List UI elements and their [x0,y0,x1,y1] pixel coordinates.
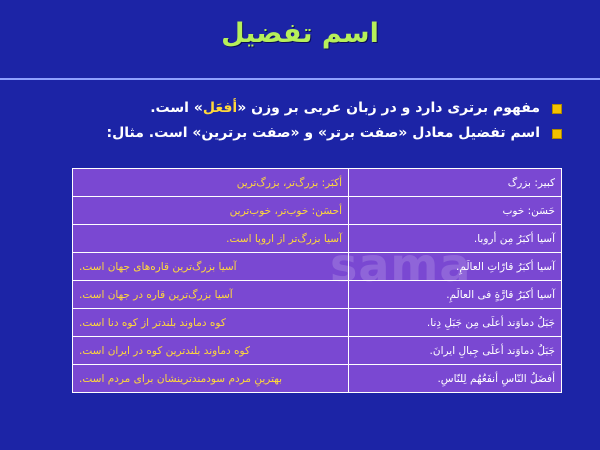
table-row [73,225,562,253]
arabic-cell: کبیر: بزرگ [349,169,562,197]
table-row [73,169,562,197]
watermark-logo: sama [330,238,472,292]
bullet-item [32,96,562,121]
arabic-cell: حَسَن: خوب [349,197,562,225]
persian-cell: بهترینِ مردم سودمندترینشان برای مردم است. [73,365,349,393]
arabic-cell: آسیا أکبَرُ قارَّةٍ فی العالَمِ. [349,281,562,309]
arabic-cell: جَبَلُ دماوَند أعلَی مِن جَبَلِ دِنا. [349,309,562,337]
bullet-square-icon [552,104,562,114]
persian-cell: آسیا بزرگ‌تر از اروپا است. [73,225,349,253]
bullet-highlight: أفعَل [202,100,238,116]
examples-table [72,168,562,393]
bullet-text: اسم تفضیل معادل «صفت برتر» و «صفت برترین» است. مثال: [106,125,540,141]
persian-cell: آسیا بزرگ‌ترین قاره در جهان است. [73,281,349,309]
table-row [73,337,562,365]
table-row [73,309,562,337]
table-row [73,365,562,393]
table-row [73,281,562,309]
table-row [73,197,562,225]
bullet-list [32,96,562,146]
persian-cell: کوه دماوند بلندتر از کوه دنا است. [73,309,349,337]
arabic-cell: آسیا أکبَرُ مِن أروبا. [349,225,562,253]
persian-cell: أکبَر: بزرگ‌تر، بزرگ‌ترین [73,169,349,197]
slide-title: اسم تفضیل [221,18,379,49]
bullet-item [32,121,562,146]
arabic-cell: أفضَلُ النّاسِ أنفَعُهُم لِلنّاسِ. [349,365,562,393]
arabic-cell: آسیا أکبَرُ قارّاتِ العالَمِ. [349,253,562,281]
persian-cell: آسیا بزرگ‌ترین قاره‌های جهان است. [73,253,349,281]
bullet-square-icon [552,129,562,139]
arabic-cell: جَبَلُ دماوَند أعلَی جِبالِ ایرانَ. [349,337,562,365]
table-row [73,253,562,281]
bullet-text-end: » است. [150,100,203,116]
bullet-text: مفهوم برتری دارد و در زبان عربی بر وزن « [237,100,540,116]
persian-cell: أحسَن: خوب‌تر، خوب‌ترین [73,197,349,225]
persian-cell: کوه دماوند بلندترین کوه در ایران است. [73,337,349,365]
title-divider [0,78,600,80]
